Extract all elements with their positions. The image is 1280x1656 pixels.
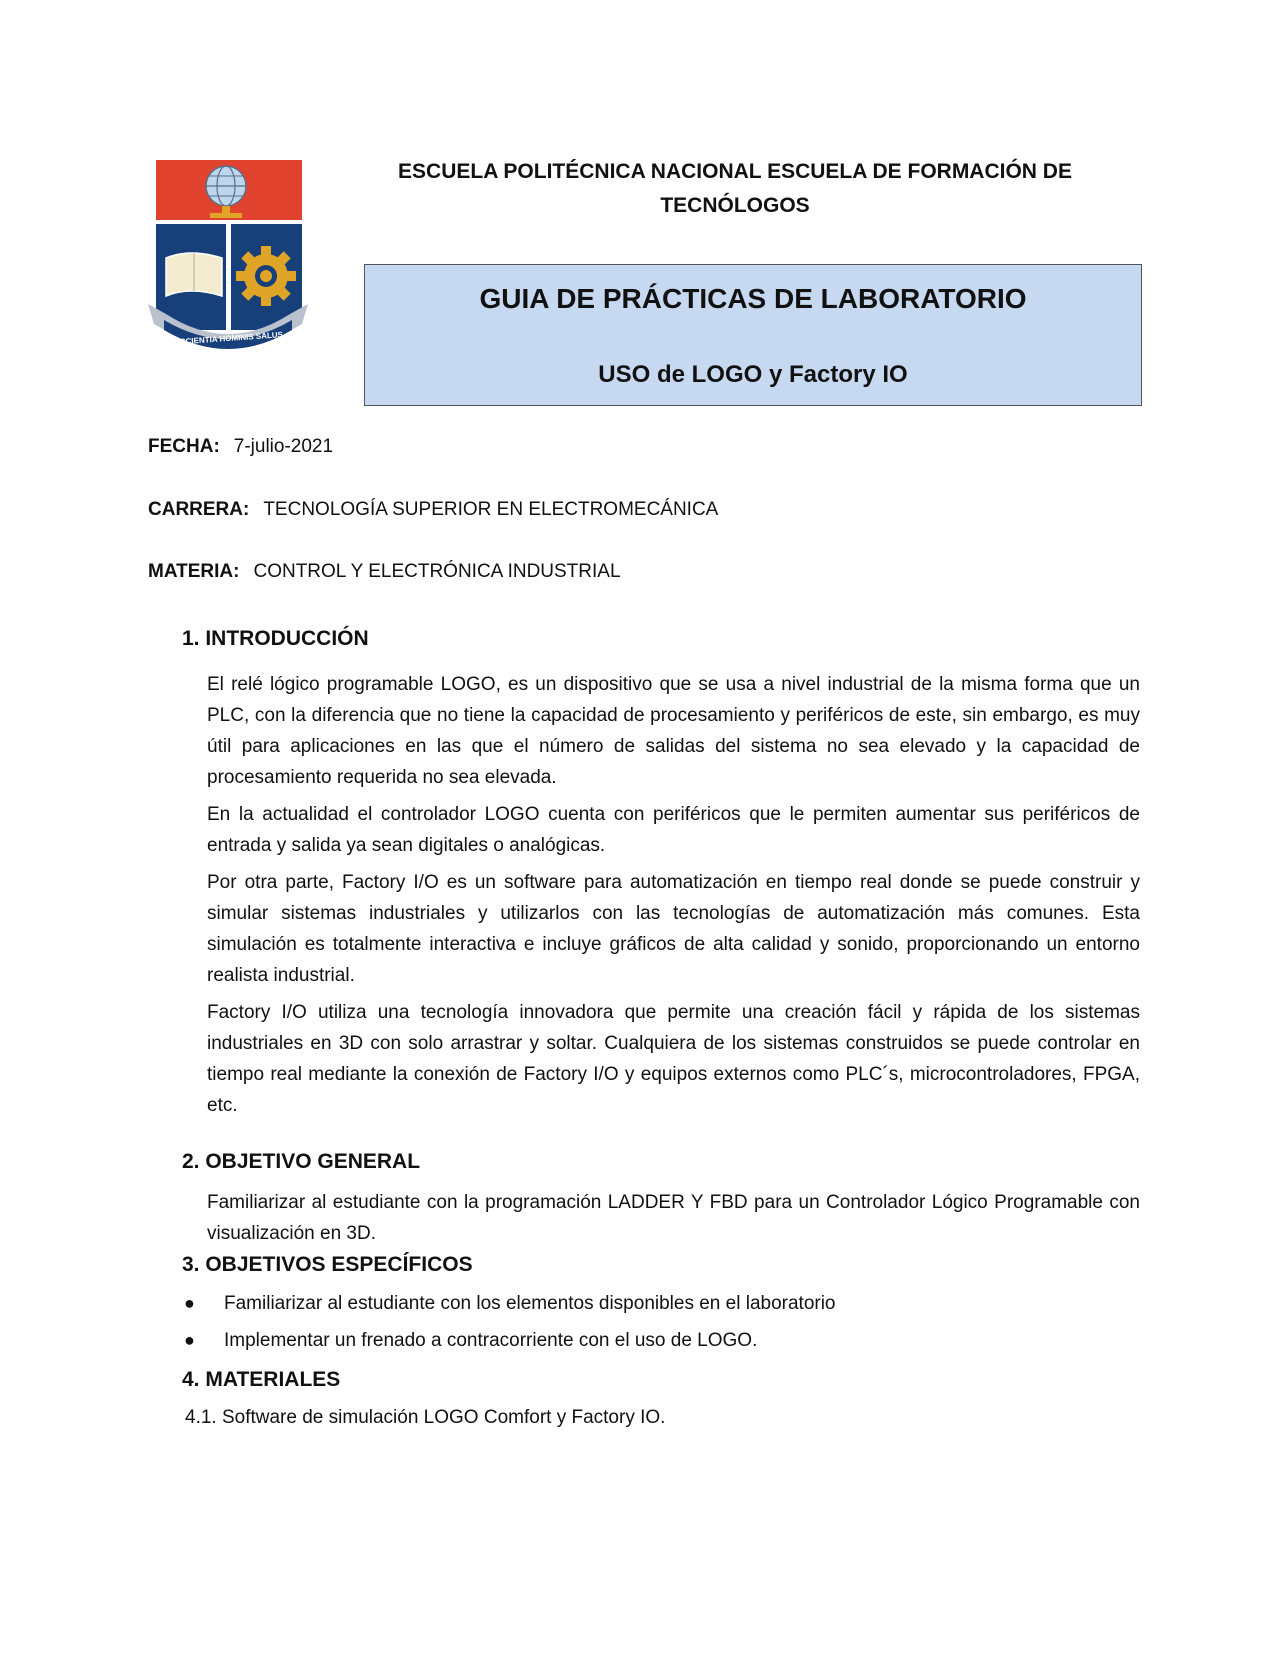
- field-fecha: [148, 436, 333, 458]
- list-item-text: Familiarizar al estudiante con los elementos disponibles en el laboratorio: [224, 1293, 836, 1314]
- heading-objetivos-especificos: 3. OBJETIVOS ESPECÍFICOS: [182, 1253, 473, 1276]
- heading-objetivo-general: 2. OBJETIVO GENERAL: [182, 1150, 421, 1173]
- field-label: MATERIA:: [148, 561, 240, 582]
- logo-motto: E SCIENTIA HOMINIS SALUS: [172, 330, 284, 347]
- field-carrera: [148, 499, 718, 521]
- heading-introduccion: 1. INTRODUCCIÓN: [182, 627, 369, 650]
- heading-materiales: 4. MATERIALES: [182, 1368, 341, 1391]
- bullet-icon: ●: [184, 1330, 195, 1350]
- list-item: [184, 1330, 757, 1352]
- list-item-text: Implementar un frenado a contracorriente con el uso de LOGO.: [224, 1330, 758, 1351]
- field-label: CARRERA:: [148, 499, 250, 520]
- intro-paragraph-1: El relé lógico programable LOGO, es un dispositivo que se usa a nivel industrial de la misma forma que un PLC, con la diferencia que no tiene la capacidad de procesamiento y periféricos de este, sin embargo, es muy útil para aplicaciones en las que el número de salidas del sistema no sea elevado y la capacidad de procesamiento requerida no sea elevada.: [207, 674, 1140, 788]
- bullet-icon: ●: [184, 1293, 195, 1313]
- intro-paragraph-4: Factory I/O utiliza una tecnología innovadora que permite una creación fácil y rápida de los sistemas industriales en 3D con solo arrastrar y soltar. Cualquiera de los sistemas construidos se puede controlar en tiempo real mediante la conexión de Factory I/O y equipos externos como PLC´s, microcontroladores, FPGA, etc.: [207, 1002, 1140, 1116]
- intro-paragraph-3: Por otra parte, Factory I/O es un software para automatización en tiempo real donde se puede construir y simular sistemas industriales y utilizarlos con las tecnologías de automatización más comunes. Esta simulación es totalmente interactiva e incluye gráficos de alta calidad y sonido, proporcionando un entorno realista industrial.: [207, 872, 1140, 986]
- institution-logo: [146, 158, 310, 354]
- field-value: 7-julio-2021: [233, 436, 334, 457]
- document-subtitle: USO de LOGO y Factory IO: [598, 361, 908, 388]
- materials-item: 4.1. Software de simulación LOGO Comfort y Factory IO.: [185, 1407, 666, 1428]
- document-title: GUIA DE PRÁCTICAS DE LABORATORIO: [479, 283, 1027, 314]
- institution-name: ESCUELA POLITÉCNICA NACIONAL ESCUELA DE FORMACIÓN DE TECNÓLOGOS: [398, 160, 1072, 217]
- field-value: CONTROL Y ELECTRÓNICA INDUSTRIAL: [253, 561, 621, 582]
- field-label: FECHA:: [148, 436, 220, 457]
- objetivo-general-text: Familiarizar al estudiante con la programación LADDER Y FBD para un Controlador Lógico Programable con visualización en 3D.: [207, 1192, 1140, 1244]
- field-materia: [148, 561, 621, 583]
- intro-paragraph-2: En la actualidad el controlador LOGO cuenta con periféricos que le permiten aumentar sus periféricos de entrada y salida ya sean digitales o analógicas.: [207, 804, 1140, 856]
- list-item: [184, 1293, 836, 1315]
- field-value: TECNOLOGÍA SUPERIOR EN ELECTROMECÁNICA: [263, 499, 719, 520]
- title-box: [364, 264, 1142, 406]
